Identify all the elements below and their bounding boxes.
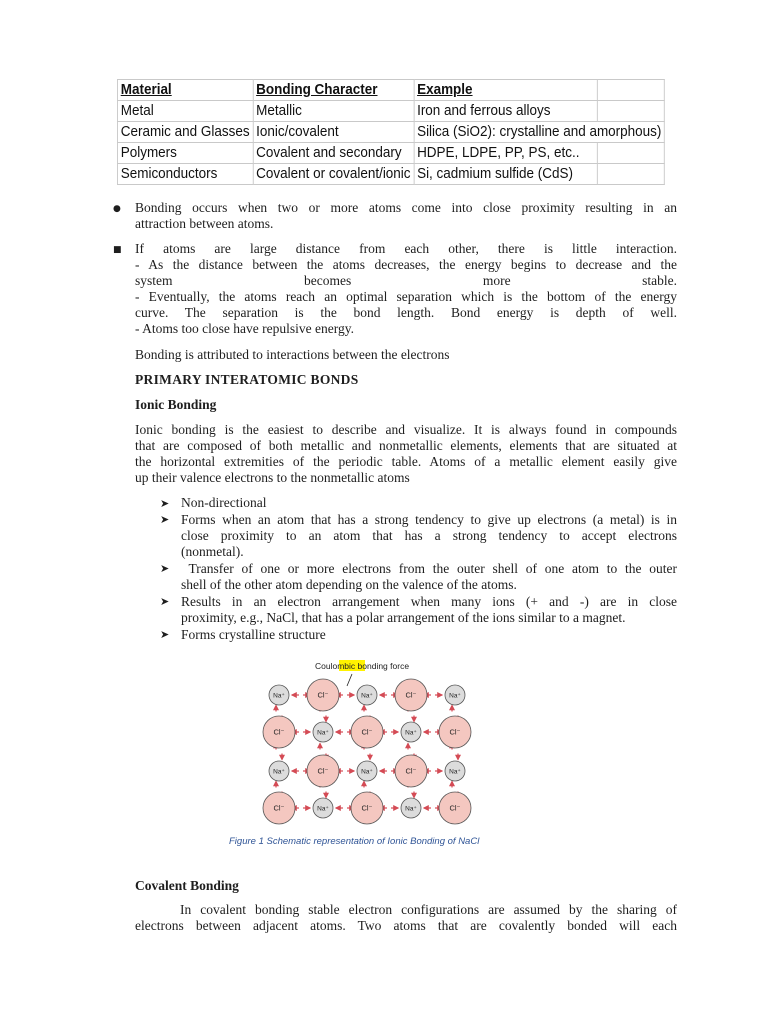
chloride-ion-label: Cl⁻ [449, 727, 461, 737]
table-cell: Silica (SiO2): crystalline and amorphous) [414, 122, 665, 143]
list-item: shell of the other atom depending on the valence of the atoms. [181, 577, 517, 592]
table-header-cell: Bonding Character [253, 80, 414, 101]
figure-caption: Figure 1 Schematic representation of Ionic Bonding of NaCl [229, 836, 480, 847]
chloride-ion-label: Cl⁻ [405, 766, 417, 776]
table-row [117, 101, 664, 122]
bullet-line: If atoms are large distance from each other, there is little interaction. [135, 241, 677, 256]
sodium-ion-label: Na⁺ [273, 692, 285, 700]
table-cell [597, 164, 665, 185]
bullet-line: attraction between atoms. [135, 216, 274, 231]
list-item: Transfer of one or more electrons from the outer shell of one atom to the outer [181, 561, 677, 576]
list-item: (nonmetal). [181, 544, 244, 559]
chloride-ion-label: Cl⁻ [361, 727, 373, 737]
section-title: PRIMARY INTERATOMIC BONDS [135, 372, 359, 387]
nacl-ionic-bonding-figure [255, 655, 485, 830]
table-cell: Iron and ferrous alloys [414, 101, 597, 122]
list-item: proximity, e.g., NaCl, that has a polar arrangement of the ions similar to a magnet. [181, 610, 626, 625]
table-cell: Semiconductors [117, 164, 252, 185]
sodium-ion-label: Na⁺ [317, 729, 329, 737]
bullet-line: curve. The separation is the bond length. Bond energy is depth of well. [135, 305, 677, 320]
coulombic-force-label: Coulombic bonding force [315, 661, 410, 671]
chloride-ion-label: Cl⁻ [317, 690, 329, 700]
arrow-bullet-icon: ➤ [160, 513, 170, 526]
sodium-ion-label: Na⁺ [405, 729, 417, 737]
sodium-ion-label: Na⁺ [405, 805, 417, 813]
chloride-ion-label: Cl⁻ [317, 766, 329, 776]
list-item: close proximity to an atom that has a strong tendency to accept electrons [181, 528, 677, 543]
table-cell: Si, cadmium sulfide (CdS) [414, 164, 597, 185]
paragraph-line: Ionic bonding is the easiest to describe and visualize. It is always found in compounds [135, 422, 677, 437]
sodium-ion-label: Na⁺ [361, 768, 373, 776]
subsection-title: Covalent Bonding [135, 878, 239, 893]
bullet-dot-icon: ● [113, 204, 121, 214]
chloride-ion-label: Cl⁻ [361, 803, 373, 813]
arrow-bullet-icon: ➤ [160, 562, 170, 575]
sodium-ion-label: Na⁺ [449, 768, 461, 776]
table-header-cell [597, 80, 665, 101]
list-item: Non-directional [181, 495, 267, 510]
pointer-line [347, 674, 352, 686]
arrow-bullet-icon: ➤ [160, 497, 170, 510]
table-cell [597, 101, 665, 122]
table-cell: Polymers [117, 143, 252, 164]
table-cell: Covalent and secondary [253, 143, 414, 164]
bullet-line: system becomes more stable. [135, 273, 677, 288]
table-cell: Covalent or covalent/ionic [253, 164, 414, 185]
table-header-cell: Example [414, 80, 597, 101]
sodium-ion-label: Na⁺ [273, 768, 285, 776]
sodium-ion-label: Na⁺ [361, 692, 373, 700]
table-cell: Ionic/covalent [253, 122, 414, 143]
table-cell: Ceramic and Glasses [117, 122, 252, 143]
paragraph-line: the horizontal extremities of the periodic table. Atoms of a metallic element easily give [135, 454, 677, 469]
paragraph: Bonding is attributed to interactions between the electrons [135, 347, 450, 362]
arrow-bullet-icon: ➤ [160, 628, 170, 641]
chloride-ion-label: Cl⁻ [405, 690, 417, 700]
table-cell [597, 143, 665, 164]
paragraph-line: that are composed of both metallic and nonmetallic elements, elements that are situated at [135, 438, 677, 453]
subsection-title: Ionic Bonding [135, 397, 217, 412]
bullet-line: - As the distance between the atoms decreases, the energy begins to decrease and the [135, 257, 677, 272]
ion-lattice [263, 679, 471, 824]
table-cell: Metallic [253, 101, 414, 122]
list-item: Forms when an atom that has a strong tendency to give up electrons (a metal) is in [181, 512, 677, 527]
table-cell: Metal [117, 101, 252, 122]
paragraph-line: In covalent bonding stable electron configurations are assumed by the sharing of [180, 902, 677, 917]
paragraph-line: electrons between adjacent atoms. Two atoms that are covalently bonded will each [135, 918, 677, 933]
table-cell: HDPE, LDPE, PP, PS, etc.. [414, 143, 597, 164]
table-header-cell: Material [117, 80, 252, 101]
list-item: Results in an electron arrangement when many ions (+ and -) are in close [181, 594, 677, 609]
bullet-line: Bonding occurs when two or more atoms come into close proximity resulting in an [135, 200, 677, 215]
table-header-row [117, 80, 664, 101]
bullet-square-icon: ■ [113, 245, 122, 255]
chloride-ion-label: Cl⁻ [449, 803, 461, 813]
arrow-bullet-icon: ➤ [160, 595, 170, 608]
table-row [117, 122, 664, 143]
bullet-line: - Atoms too close have repulsive energy. [135, 321, 354, 336]
paragraph-line: up their valence electrons to the nonmetallic atoms [135, 470, 410, 485]
table-row [117, 143, 664, 164]
table-row [117, 164, 664, 185]
chloride-ion-label: Cl⁻ [273, 803, 285, 813]
sodium-ion-label: Na⁺ [317, 805, 329, 813]
chloride-ion-label: Cl⁻ [273, 727, 285, 737]
sodium-ion-label: Na⁺ [449, 692, 461, 700]
materials-table [117, 79, 665, 185]
bullet-line: - Eventually, the atoms reach an optimal separation which is the bottom of the energy [135, 289, 677, 304]
list-item: Forms crystalline structure [181, 627, 326, 642]
